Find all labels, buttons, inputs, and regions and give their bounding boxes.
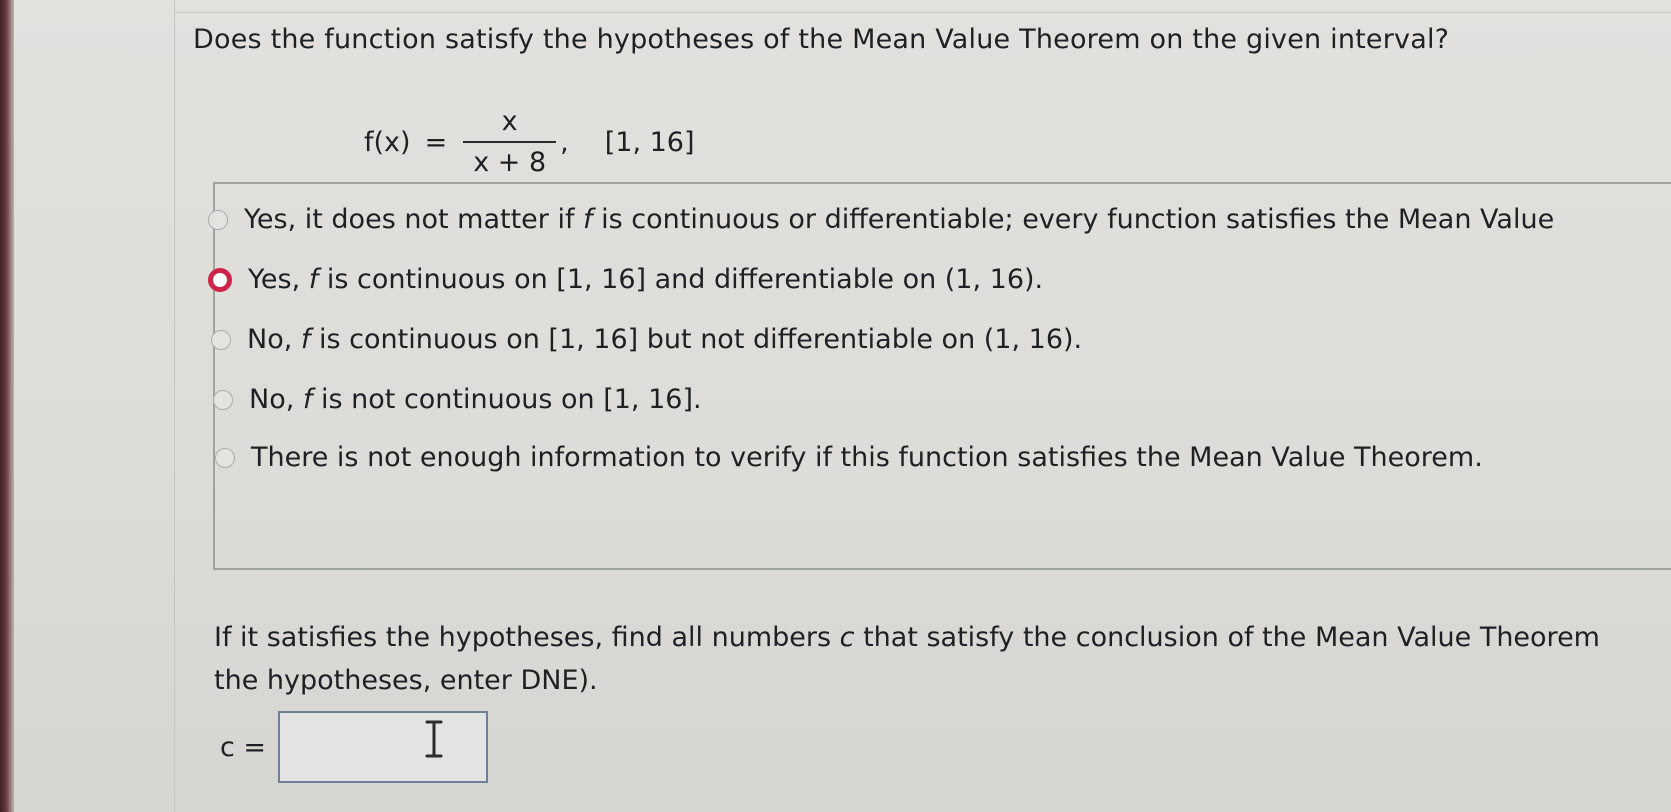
text-cursor-icon	[422, 719, 446, 759]
fraction-denominator: x + 8	[473, 147, 547, 178]
follow-up-prompt	[214, 616, 1600, 702]
answer-row	[220, 711, 488, 783]
fraction	[463, 106, 556, 178]
choice-1[interactable]	[208, 204, 1554, 235]
radio-button[interactable]	[213, 390, 233, 410]
interval: [1, 16]	[604, 126, 695, 158]
question-text: Does the function satisfy the hypotheses of the Mean Value Theorem on the given interval?	[193, 24, 1450, 55]
choice-text: No, f is continuous on [1, 16] but not differentiable on (1, 16).	[247, 324, 1083, 355]
choice-text: Yes, it does not matter if f is continuous or differentiable; every function satisfies the Mean Value	[244, 204, 1555, 235]
choice-text: There is not enough information to verify if this function satisfies the Mean Value Theorem.	[251, 442, 1483, 473]
choice-text: No, f is not continuous on [1, 16].	[249, 384, 702, 415]
equals-sign: =	[424, 126, 448, 158]
radio-button[interactable]	[215, 448, 235, 468]
radio-button[interactable]	[211, 330, 231, 350]
choice-4[interactable]	[213, 384, 702, 415]
radio-button-selected[interactable]	[208, 268, 232, 292]
prompt-line-1: If it satisfies the hypotheses, find all numbers c that satisfy the conclusion of the Mean Value Theorem	[214, 622, 1600, 653]
answer-label: c =	[220, 731, 267, 763]
function-formula	[364, 104, 695, 180]
c-value-input[interactable]	[278, 711, 488, 783]
fraction-numerator: x	[501, 106, 518, 137]
prompt-line-2: the hypotheses, enter DNE).	[214, 665, 598, 696]
choice-text: Yes, f is continuous on [1, 16] and differentiable on (1, 16).	[248, 264, 1044, 295]
choice-2[interactable]	[208, 264, 1043, 295]
function-lhs: f(x)	[364, 126, 411, 158]
left-divider	[174, 0, 175, 812]
radio-button[interactable]	[208, 210, 228, 230]
formula-comma: ,	[560, 126, 569, 158]
top-divider	[174, 0, 1671, 13]
choice-3[interactable]	[211, 324, 1082, 355]
answer-choices-panel	[213, 182, 1671, 570]
screen-edge	[0, 0, 14, 812]
choice-5[interactable]	[215, 442, 1483, 473]
